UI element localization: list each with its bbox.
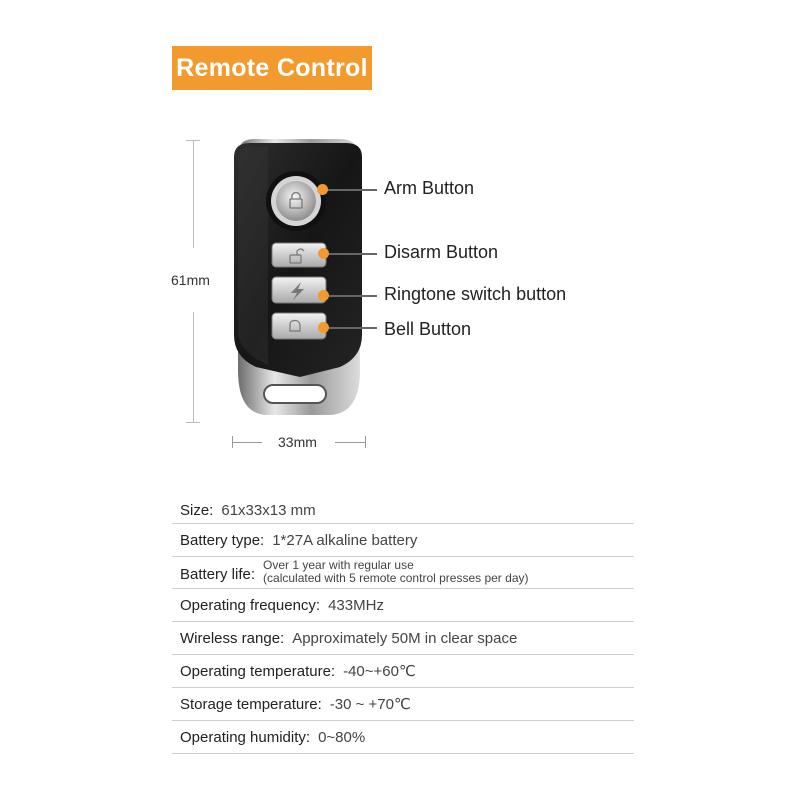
spec-label: Battery life: bbox=[180, 566, 256, 583]
ringtone-callout-line bbox=[325, 295, 377, 297]
bell-callout-line bbox=[325, 327, 377, 329]
width-dim-line-right bbox=[335, 442, 365, 443]
spec-table bbox=[172, 497, 634, 754]
width-dim-line-left bbox=[232, 442, 262, 443]
spec-row-operating-humidity bbox=[172, 721, 634, 754]
spec-label: Operating humidity: bbox=[180, 728, 311, 746]
spec-row-battery-life bbox=[172, 557, 634, 589]
spec-value: -40~+60℃ bbox=[343, 663, 416, 680]
battery-life-line-2: (calculated with 5 remote control presses per day) bbox=[263, 571, 529, 585]
spec-label: Operating frequency: bbox=[180, 596, 321, 614]
spec-row-operating-temperature bbox=[172, 655, 634, 688]
spec-row-storage-temperature bbox=[172, 688, 634, 721]
spec-value bbox=[263, 559, 528, 585]
height-dim-bottom-tick bbox=[186, 422, 200, 423]
disarm-callout-dot bbox=[318, 248, 329, 259]
spec-row-operating-frequency bbox=[172, 589, 634, 622]
arm-button-label: Arm Button bbox=[384, 178, 475, 198]
page-title: Remote Control bbox=[172, 46, 372, 90]
spec-value: -30 ~ +70℃ bbox=[329, 696, 411, 713]
height-dim-line-bottom bbox=[193, 312, 194, 422]
spec-value: Approximately 50M in clear space bbox=[292, 629, 518, 647]
spec-row-size bbox=[172, 497, 634, 524]
battery-life-line-1: Over 1 year with regular use bbox=[263, 558, 414, 572]
spec-label: Operating temperature: bbox=[180, 662, 336, 680]
spec-label: Wireless range: bbox=[180, 629, 285, 647]
disarm-button-label: Disarm Button bbox=[384, 242, 499, 262]
spec-row-wireless-range bbox=[172, 622, 634, 655]
height-dim-line-top bbox=[193, 140, 194, 248]
spec-value: 433MHz bbox=[328, 596, 384, 614]
spec-value: 1*27A alkaline battery bbox=[272, 531, 418, 549]
remote-control-image bbox=[228, 135, 368, 420]
spec-label: Size: bbox=[180, 501, 214, 519]
arm-callout-dot bbox=[317, 184, 328, 195]
width-dim-right-tick bbox=[365, 436, 366, 448]
disarm-callout-line bbox=[325, 253, 377, 255]
spec-value: 0~80% bbox=[318, 728, 366, 746]
bell-callout-dot bbox=[318, 322, 329, 333]
bell-button-label: Bell Button bbox=[384, 319, 472, 339]
arm-callout-line bbox=[323, 189, 377, 191]
width-dimension-label: 33mm bbox=[278, 434, 317, 450]
ringtone-switch-button-label: Ringtone switch button bbox=[384, 284, 567, 304]
ringtone-callout-dot bbox=[318, 290, 329, 301]
spec-label: Battery type: bbox=[180, 531, 265, 549]
height-dimension-label: 61mm bbox=[171, 272, 210, 288]
spec-row-battery-type bbox=[172, 524, 634, 557]
spec-label: Storage temperature: bbox=[180, 695, 322, 713]
spec-value: 61x33x13 mm bbox=[221, 501, 316, 519]
